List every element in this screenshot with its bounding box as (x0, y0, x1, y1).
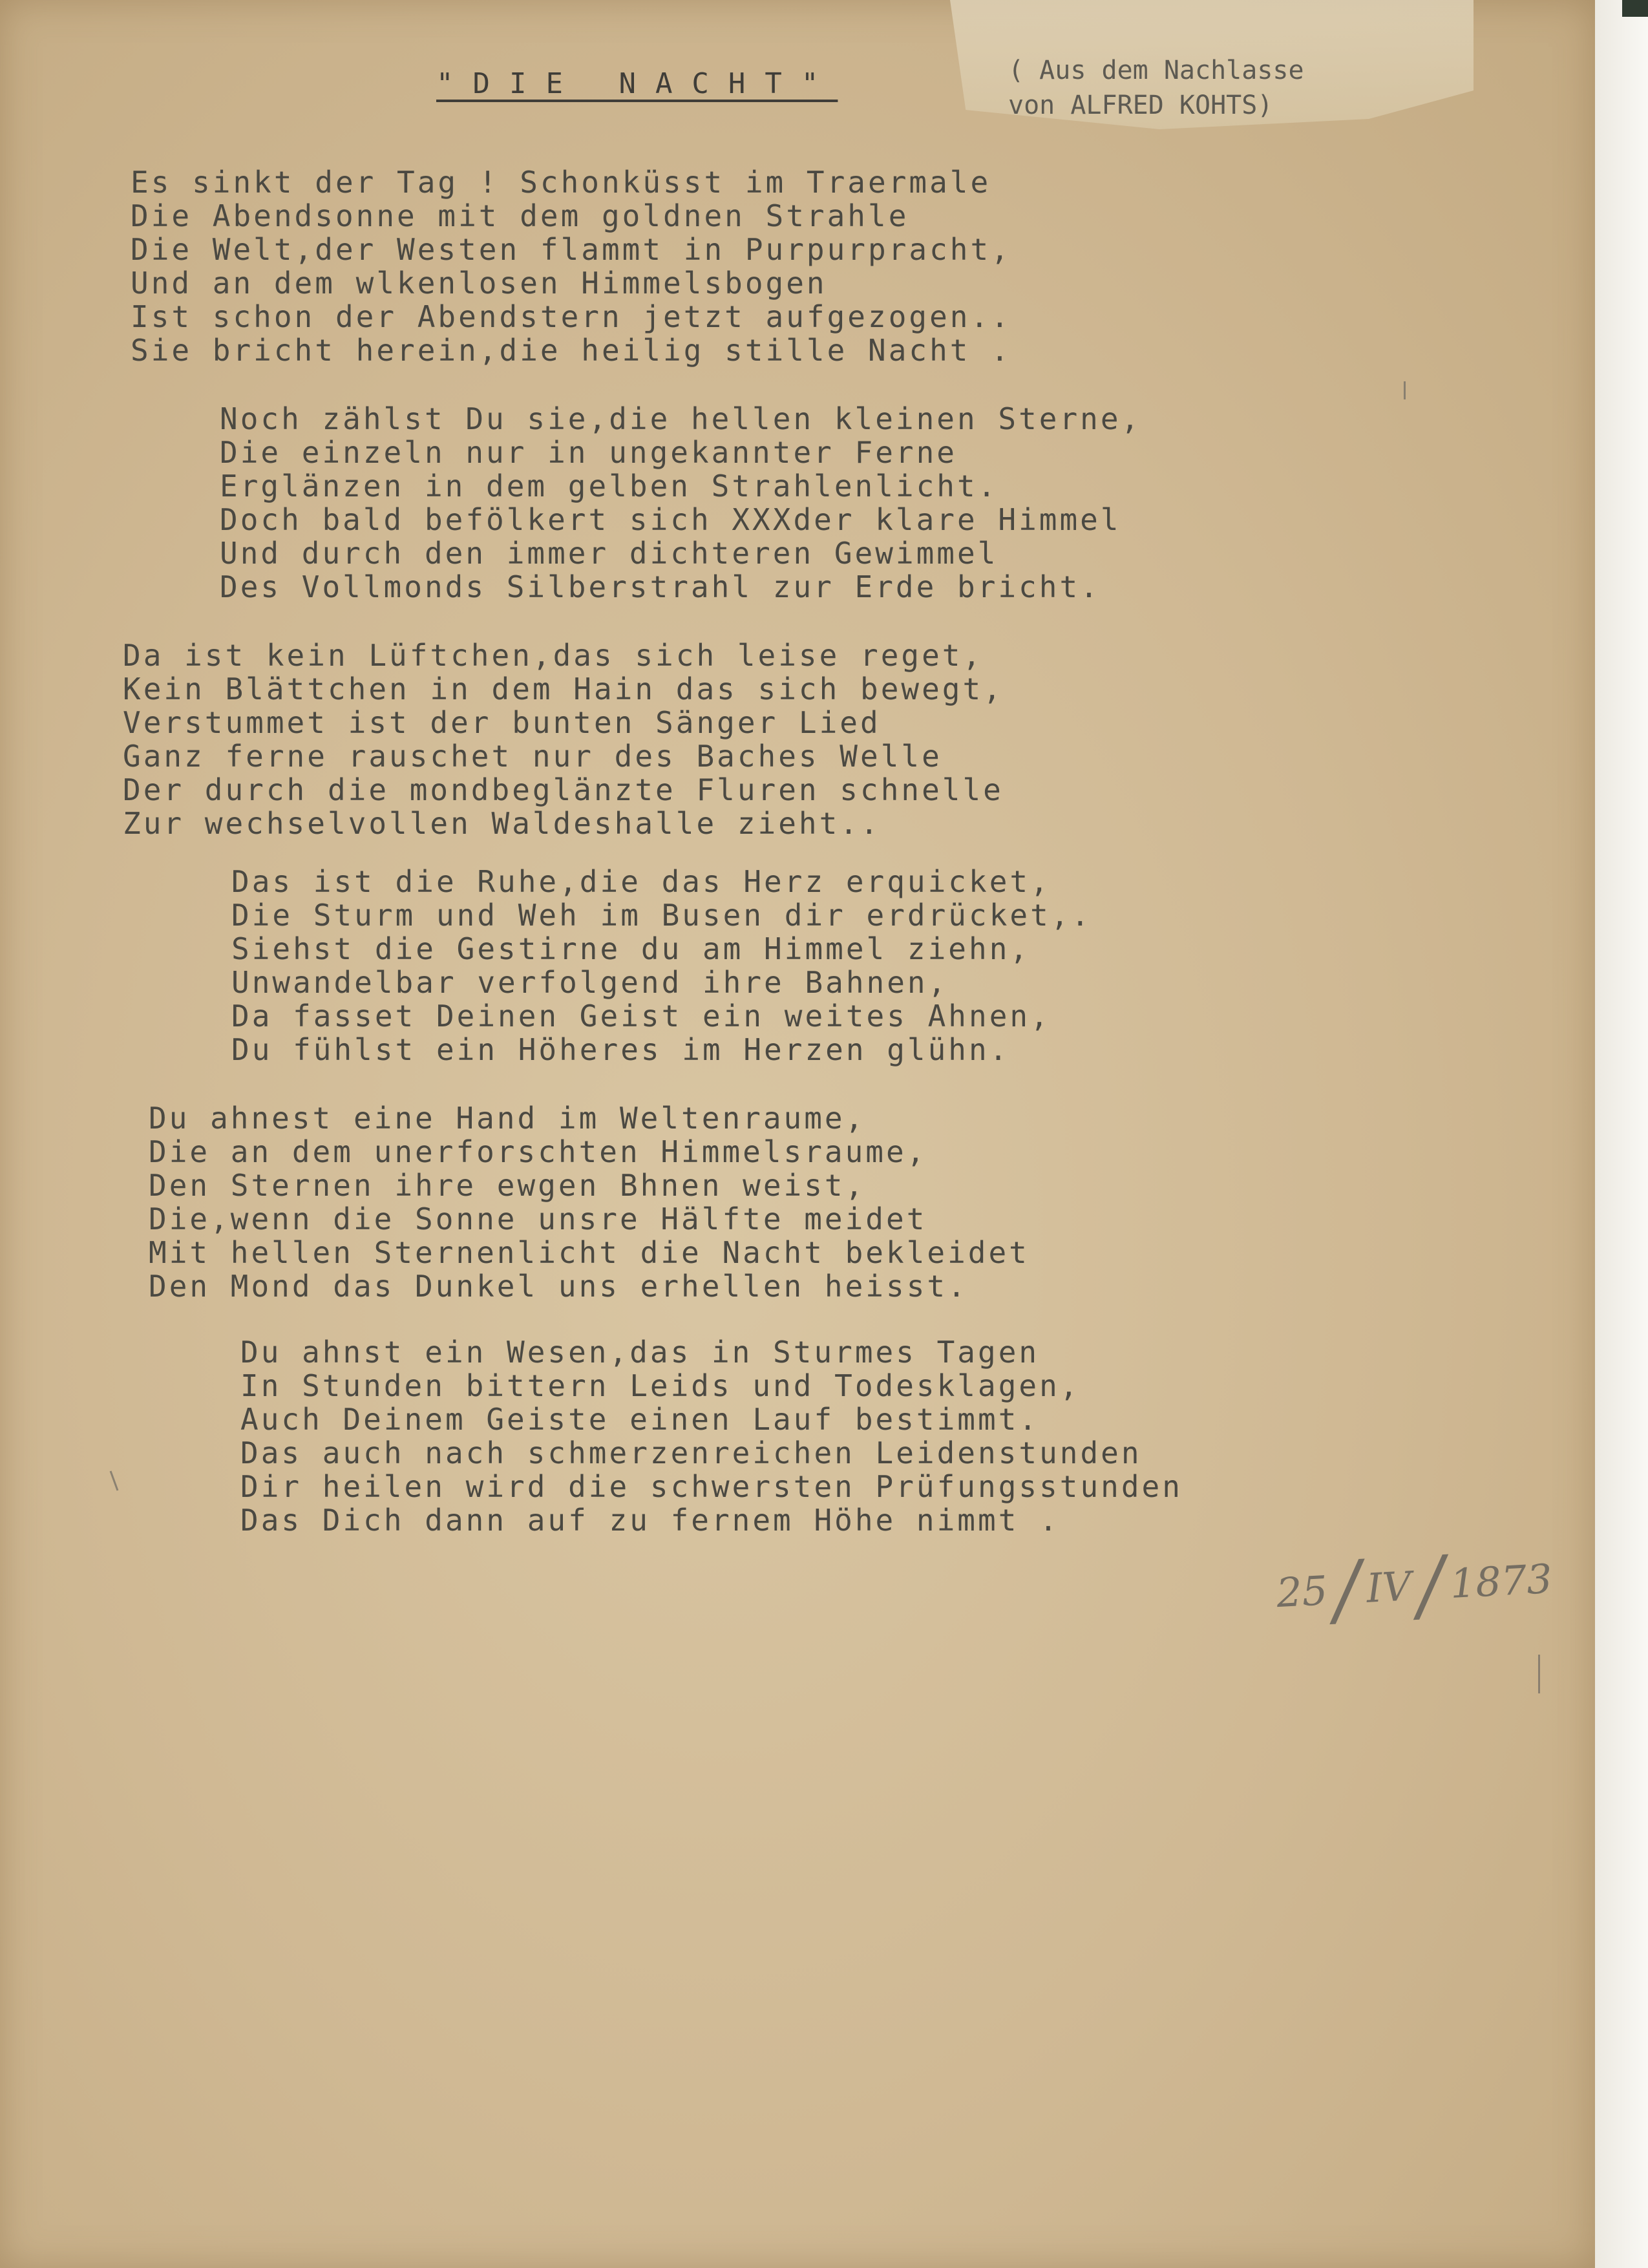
scanner-corner (1622, 0, 1648, 17)
scan-border (1595, 0, 1648, 2268)
poem-line: Und an dem wlkenlosen Himmelsbogen (131, 266, 827, 301)
poem-line: Ganz ferne rauschet nur des Baches Welle (123, 739, 942, 774)
poem-line: Die,wenn die Sonne unsre Hälfte meidet (149, 1202, 927, 1236)
date-month: IV (1365, 1562, 1413, 1612)
poem-title: "DIE NACHT" (436, 67, 838, 100)
date-separator-icon: / (1331, 1544, 1363, 1636)
poem-line: Doch bald befölkert sich XXXder klare Himmel (220, 502, 1121, 537)
poem-line: Kein Blättchen in dem Hain das sich bewegt, (123, 672, 1004, 706)
pencil-mark (1538, 1655, 1540, 1693)
poem-line: Da ist kein Lüftchen,das sich leise reget, (123, 638, 984, 673)
source-note-line2: von ALFRED KOHTS) (1008, 90, 1273, 120)
poem-line: Du ahnest eine Hand im Weltenraume, (149, 1101, 866, 1136)
date-separator-icon: / (1415, 1540, 1446, 1631)
poem-line: Verstummet ist der bunten Sänger Lied (123, 705, 881, 740)
source-note-line1: ( Aus dem Nachlasse (1008, 56, 1304, 85)
poem-line: Die einzeln nur in ungekannter Ferne (220, 435, 957, 470)
poem-line: Siehst die Gestirne du am Himmel ziehn, (231, 931, 1031, 966)
poem-line: Den Mond das Dunkel uns erhellen heisst. (149, 1269, 968, 1304)
poem-line: Die an dem unerforschten Himmelsraume, (149, 1134, 927, 1169)
poem-line: Da fasset Deinen Geist ein weites Ahnen, (231, 999, 1051, 1033)
poem-line: Erglänzen in dem gelben Strahlenlicht. (220, 469, 998, 503)
poem-line: Der durch die mondbeglänzte Fluren schnelle (123, 772, 1004, 807)
poem-line: Die Abendsonne mit dem goldnen Strahle (131, 198, 909, 233)
pencil-mark (1404, 381, 1406, 399)
poem-line: Mit hellen Sternenlicht die Nacht bekleidet (149, 1235, 1030, 1270)
poem-line: Das ist die Ruhe,die das Herz erquicket, (231, 864, 1051, 899)
poem-line: Des Vollmonds Silberstrahl zur Erde bricht. (220, 569, 1101, 604)
date-year: 1873 (1449, 1554, 1554, 1608)
poem-line: Ist schon der Abendstern jetzt aufgezogen.. (131, 299, 1011, 334)
poem-line: Den Sternen ihre ewgen Bhnen weist, (149, 1168, 866, 1203)
poem-line: Zur wechselvollen Waldeshalle zieht.. (123, 806, 881, 841)
poem-line: Es sinkt der Tag ! Schonküsst im Traermale (131, 165, 991, 200)
poem-line: Dir heilen wird die schwersten Prüfungsstunden (240, 1469, 1183, 1504)
pencil-mark (110, 1470, 119, 1490)
poem-line: Du fühlst ein Höheres im Herzen glühn. (231, 1032, 1010, 1067)
poem-line: Sie bricht herein,die heilig stille Nacht . (131, 333, 1011, 368)
poem-line: In Stunden bittern Leids und Todesklagen, (240, 1368, 1081, 1403)
date-day: 25 (1275, 1567, 1329, 1617)
source-note (1008, 53, 1304, 123)
poem-line: Das Dich dann auf zu fernem Höhe nimmt . (240, 1503, 1060, 1538)
poem-line: Die Welt,der Westen flammt in Purpurpracht, (131, 232, 1011, 267)
poem-line: Du ahnst ein Wesen,das in Sturmes Tagen (240, 1335, 1040, 1370)
poem-line: Das auch nach schmerzenreichen Leidenstunden (240, 1436, 1142, 1470)
handwritten-date (1274, 1534, 1555, 1638)
poem-line: Unwandelbar verfolgend ihre Bahnen, (231, 965, 949, 1000)
poem-line: Und durch den immer dichteren Gewimmel (220, 536, 998, 571)
poem-line: Die Sturm und Weh im Busen dir erdrücket,. (231, 898, 1092, 933)
poem-line: Auch Deinem Geiste einen Lauf bestimmt. (240, 1402, 1040, 1437)
poem-line: Noch zählst Du sie,die hellen kleinen Sterne, (220, 401, 1142, 436)
